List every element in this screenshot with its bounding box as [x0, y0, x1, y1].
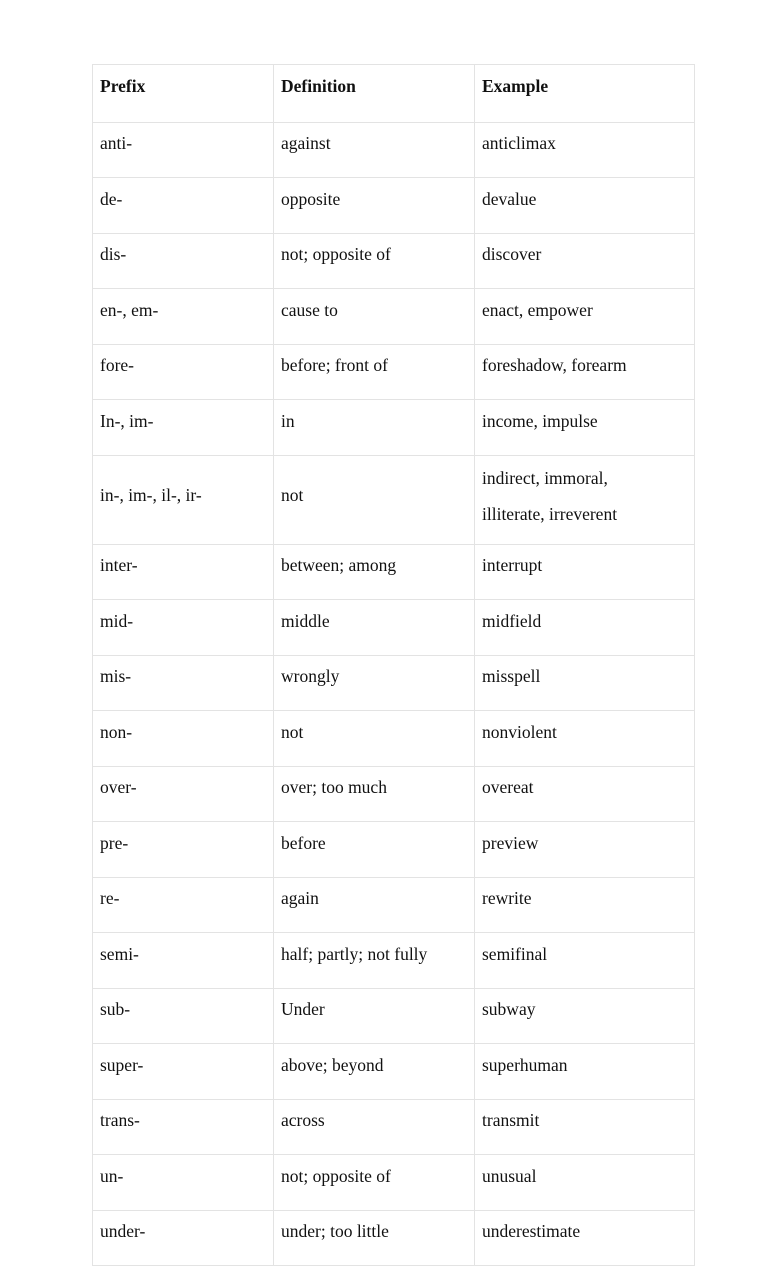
cell-example-line: illiterate, irreverent — [482, 503, 618, 524]
prefix-table — [92, 64, 695, 1266]
table-row — [93, 933, 695, 989]
cell-prefix: fore- — [93, 344, 274, 400]
cell-example: transmit — [475, 1099, 695, 1155]
cell-example: overeat — [475, 766, 695, 822]
table-row — [93, 1099, 695, 1155]
cell-definition: before — [274, 822, 475, 878]
cell-prefix: un- — [93, 1155, 274, 1211]
cell-example: unusual — [475, 1155, 695, 1211]
cell-definition: again — [274, 877, 475, 933]
cell-prefix: anti- — [93, 122, 274, 178]
cell-definition: against — [274, 122, 475, 178]
cell-prefix: super- — [93, 1044, 274, 1100]
table-row — [93, 400, 695, 456]
cell-prefix: In-, im- — [93, 400, 274, 456]
cell-definition: before; front of — [274, 344, 475, 400]
cell-prefix: over- — [93, 766, 274, 822]
header-prefix: Prefix — [93, 65, 274, 123]
table-row — [93, 766, 695, 822]
cell-definition: not — [274, 455, 475, 544]
cell-example: superhuman — [475, 1044, 695, 1100]
cell-example: devalue — [475, 178, 695, 234]
cell-definition: between; among — [274, 544, 475, 600]
table-row — [93, 289, 695, 345]
cell-prefix: re- — [93, 877, 274, 933]
cell-definition: half; partly; not fully — [274, 933, 475, 989]
cell-prefix: sub- — [93, 988, 274, 1044]
table-row — [93, 877, 695, 933]
cell-prefix: in-, im-, il-, ir- — [93, 455, 274, 544]
table-row — [93, 544, 695, 600]
table-row — [93, 1210, 695, 1266]
cell-example: interrupt — [475, 544, 695, 600]
cell-example — [475, 455, 695, 544]
table-row — [93, 711, 695, 767]
cell-definition: not — [274, 711, 475, 767]
cell-prefix: under- — [93, 1210, 274, 1266]
table-row — [93, 344, 695, 400]
cell-example: midfield — [475, 600, 695, 656]
cell-example: rewrite — [475, 877, 695, 933]
cell-example: anticlimax — [475, 122, 695, 178]
cell-example: preview — [475, 822, 695, 878]
cell-example: semifinal — [475, 933, 695, 989]
cell-example-line: indirect, immoral, — [482, 467, 608, 488]
cell-prefix: dis- — [93, 233, 274, 289]
cell-definition: under; too little — [274, 1210, 475, 1266]
header-example: Example — [475, 65, 695, 123]
cell-prefix: trans- — [93, 1099, 274, 1155]
table-row — [93, 655, 695, 711]
cell-example: income, impulse — [475, 400, 695, 456]
cell-example: misspell — [475, 655, 695, 711]
cell-prefix: pre- — [93, 822, 274, 878]
table-row — [93, 455, 695, 544]
cell-definition: opposite — [274, 178, 475, 234]
cell-example: enact, empower — [475, 289, 695, 345]
cell-example: subway — [475, 988, 695, 1044]
cell-definition: over; too much — [274, 766, 475, 822]
table-row — [93, 178, 695, 234]
cell-definition: wrongly — [274, 655, 475, 711]
cell-prefix: semi- — [93, 933, 274, 989]
cell-definition: not; opposite of — [274, 1155, 475, 1211]
table-row — [93, 1044, 695, 1100]
cell-example: discover — [475, 233, 695, 289]
table-row — [93, 600, 695, 656]
cell-definition: across — [274, 1099, 475, 1155]
table-row — [93, 1155, 695, 1211]
cell-definition: in — [274, 400, 475, 456]
cell-definition: above; beyond — [274, 1044, 475, 1100]
cell-prefix: de- — [93, 178, 274, 234]
table-header-row — [93, 65, 695, 123]
header-definition: Definition — [274, 65, 475, 123]
cell-example: underestimate — [475, 1210, 695, 1266]
cell-definition: cause to — [274, 289, 475, 345]
cell-example: foreshadow, forearm — [475, 344, 695, 400]
cell-prefix: mid- — [93, 600, 274, 656]
cell-definition: not; opposite of — [274, 233, 475, 289]
cell-prefix: non- — [93, 711, 274, 767]
cell-prefix: mis- — [93, 655, 274, 711]
cell-prefix: en-, em- — [93, 289, 274, 345]
table-row — [93, 233, 695, 289]
cell-definition: Under — [274, 988, 475, 1044]
cell-prefix: inter- — [93, 544, 274, 600]
cell-example: nonviolent — [475, 711, 695, 767]
cell-definition: middle — [274, 600, 475, 656]
table-row — [93, 122, 695, 178]
table-row — [93, 822, 695, 878]
table-row — [93, 988, 695, 1044]
